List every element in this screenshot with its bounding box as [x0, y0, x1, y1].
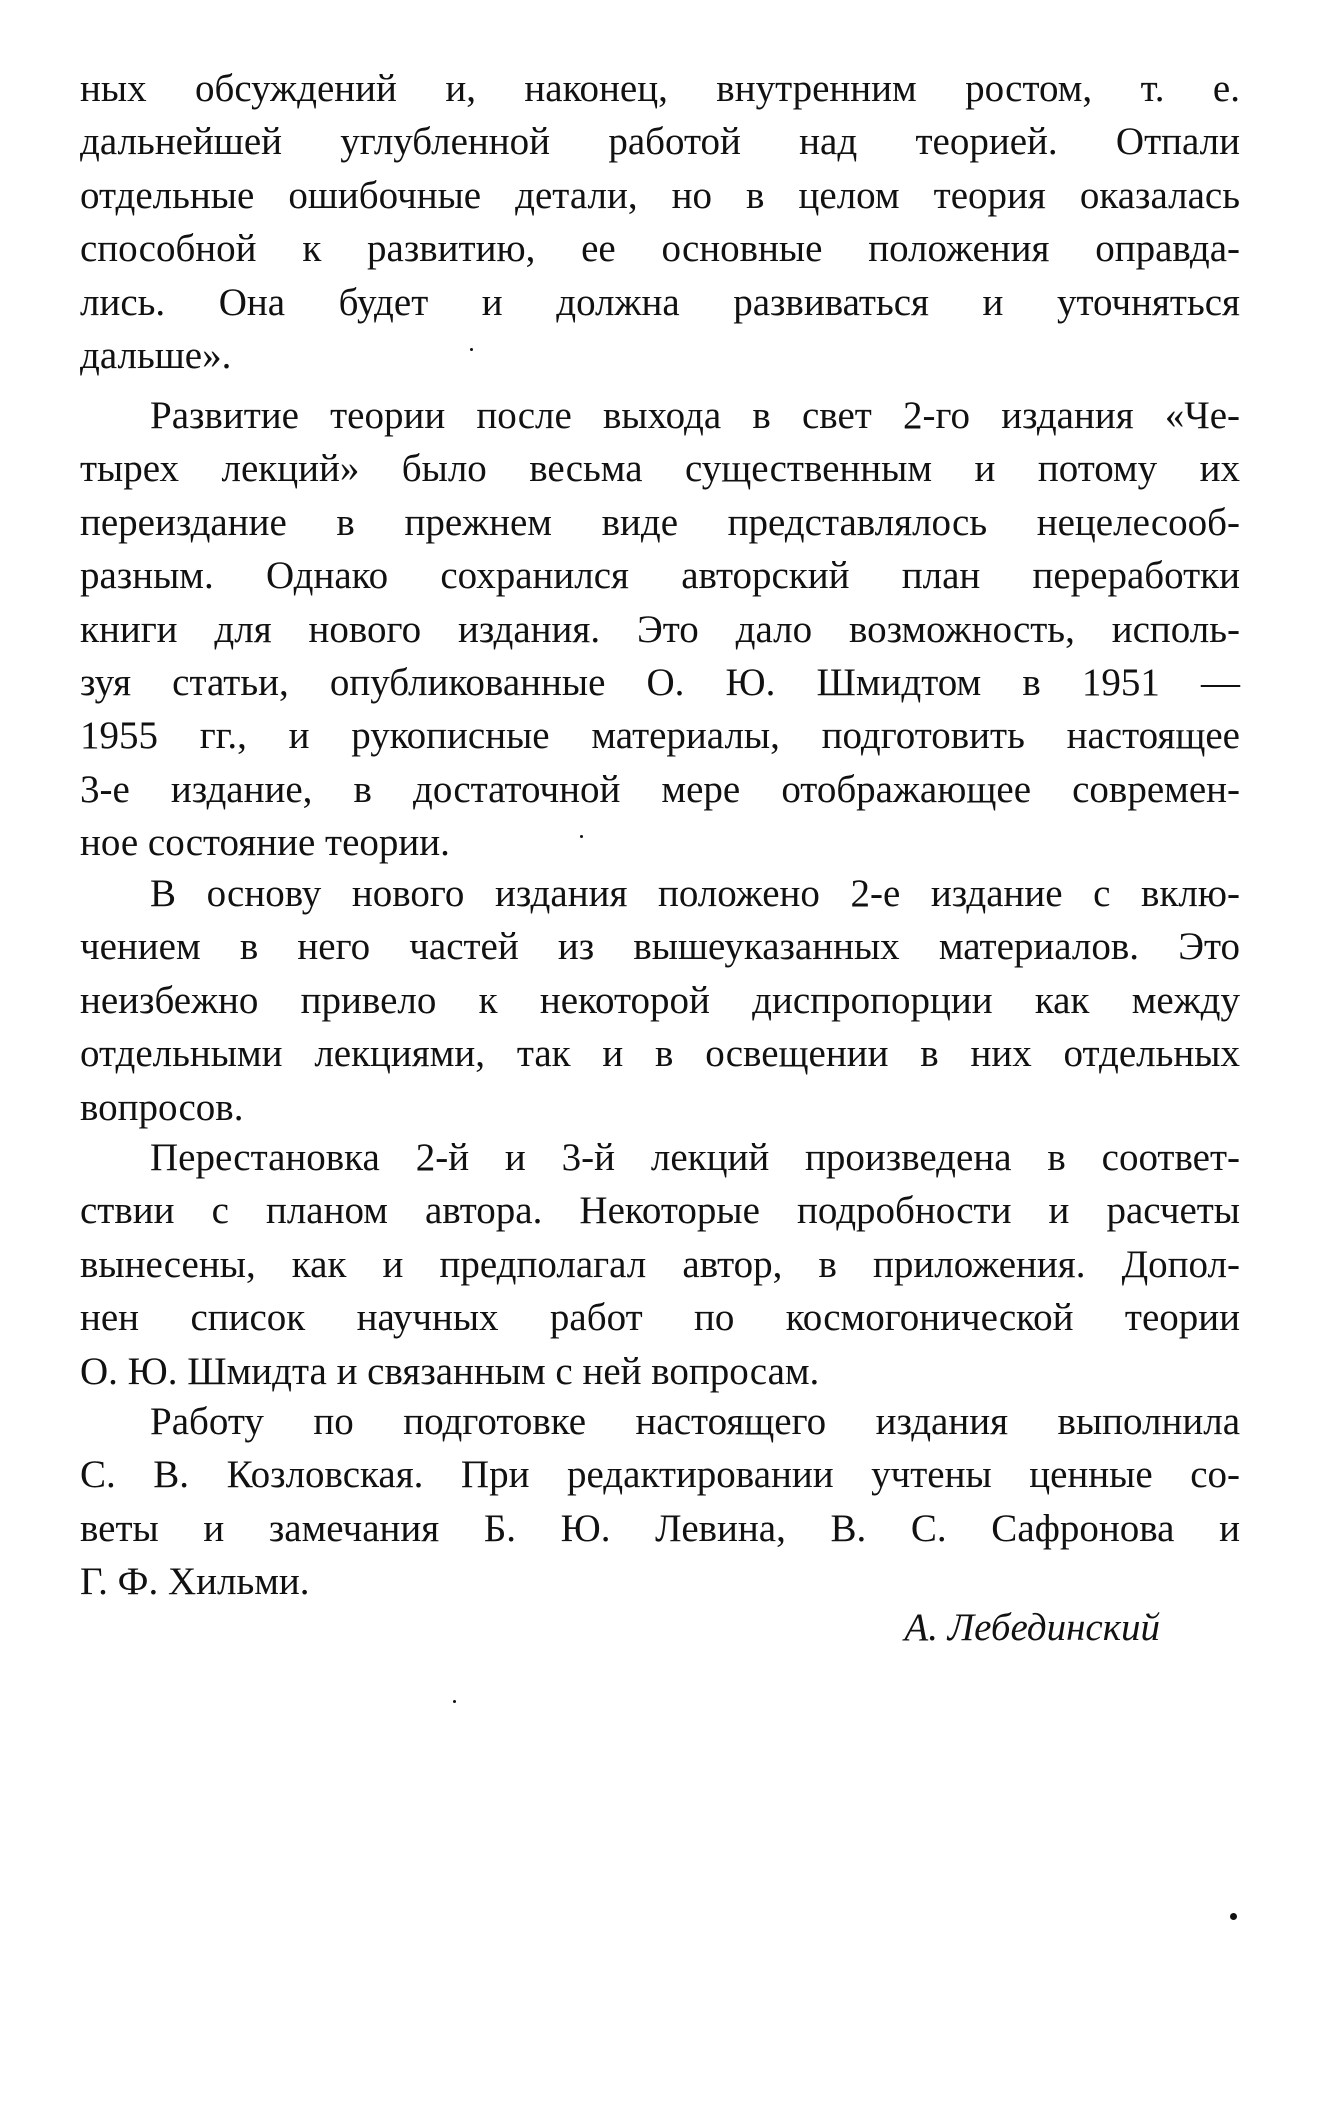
- text-line: лись. Она будет и должна развиваться и уточняться: [80, 280, 1240, 324]
- text-line: тырех лекций» было весьма существенным и потому их: [80, 447, 1240, 491]
- text-line: неизбежно привело к некоторой диспропорции как между: [80, 978, 1240, 1022]
- paragraph-5: [80, 1395, 1240, 1609]
- text-line: 3-е издание, в достаточной мере отображающее современ-: [80, 767, 1240, 811]
- print-speck: [580, 835, 583, 838]
- text-line: вопросов.: [80, 1085, 244, 1129]
- text-line: нен список научных работ по космогонической теории: [80, 1296, 1240, 1340]
- text-line: ствии с планом автора. Некоторые подробности и расчеты: [80, 1189, 1240, 1233]
- print-speck: [1230, 1913, 1237, 1920]
- paragraph-1: [80, 62, 1240, 382]
- paragraph-3: [80, 867, 1240, 1134]
- text-line: дальше».: [80, 334, 232, 378]
- paragraph-4: [80, 1131, 1240, 1398]
- text-line: чением в него частей из вышеуказанных материалов. Это: [80, 925, 1240, 969]
- text-line: Перестановка 2-й и 3-й лекций произведена в соответ-: [150, 1136, 1240, 1179]
- paragraph-2: [80, 389, 1240, 870]
- text-line: С. В. Козловская. При редактировании учтены ценные со-: [80, 1453, 1240, 1497]
- text-line: ных обсуждений и, наконец, внутренним ростом, т. е.: [80, 67, 1240, 110]
- text-line: дальнейшей углубленной работой над теорией. Отпали: [80, 120, 1240, 164]
- text-line: вынесены, как и предполагал автор, в приложения. Допол-: [80, 1242, 1240, 1286]
- text-line: ное состояние теории.: [80, 821, 450, 865]
- text-line: отдельные ошибочные детали, но в целом теория оказалась: [80, 173, 1240, 217]
- author-signature: А. Лебединский: [904, 1606, 1160, 1649]
- text-line: Работу по подготовке настоящего издания выполнила: [150, 1400, 1240, 1443]
- text-line: О. Ю. Шмидта и связанным с ней вопросам.: [80, 1349, 820, 1393]
- print-speck: [453, 1700, 456, 1703]
- text-line: зуя статьи, опубликованные О. Ю. Шмидтом в 1951 —: [80, 661, 1240, 705]
- print-speck: [470, 348, 473, 351]
- text-line: книги для нового издания. Это дало возможность, исполь-: [80, 607, 1240, 651]
- text-line: способной к развитию, ее основные положения оправда-: [80, 227, 1240, 271]
- text-line: переиздание в прежнем виде представлялось нецелесооб-: [80, 500, 1240, 544]
- text-line: Развитие теории после выхода в свет 2-го издания «Че-: [150, 394, 1240, 437]
- text-line: веты и замечания Б. Ю. Левина, В. С. Сафронова и: [80, 1506, 1240, 1550]
- text-line: Г. Ф. Хильми.: [80, 1560, 310, 1604]
- text-line: отдельными лекциями, так и в освещении в них отдельных: [80, 1032, 1240, 1076]
- text-line: разным. Однако сохранился авторский план переработки: [80, 554, 1240, 598]
- text-line: В основу нового издания положено 2-е издание с вклю-: [150, 872, 1240, 915]
- text-line: 1955 гг., и рукописные материалы, подготовить настоящее: [80, 714, 1240, 758]
